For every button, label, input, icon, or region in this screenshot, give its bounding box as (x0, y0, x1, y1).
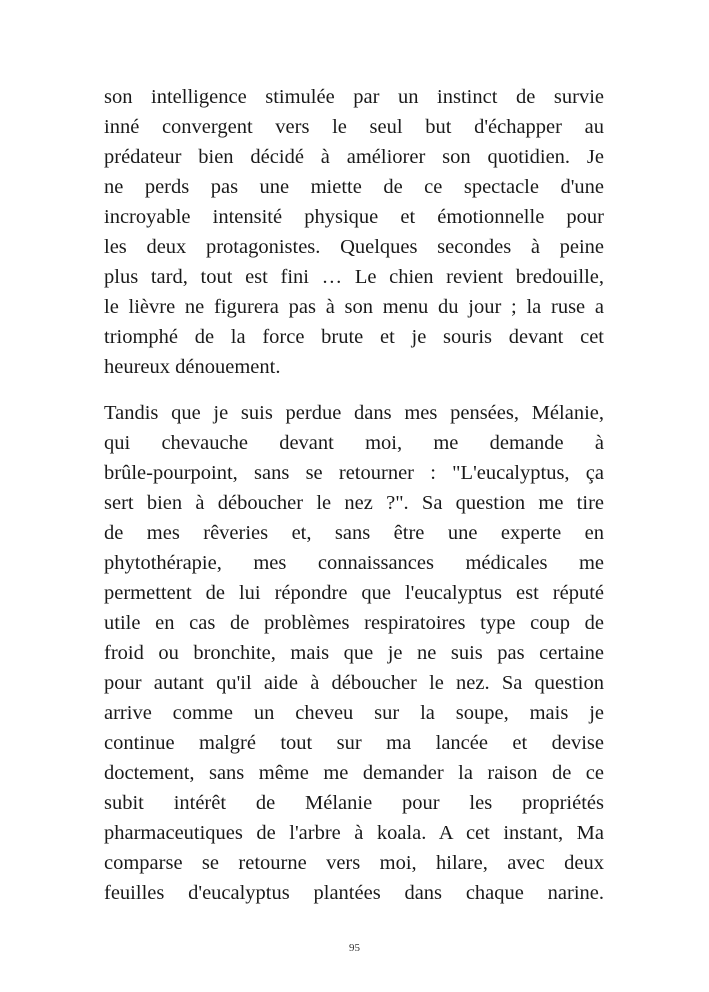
text-line: froid ou bronchite, mais que je ne suis pas certaine (104, 642, 604, 664)
text-line: continue malgré tout sur ma lancée et devise (104, 732, 604, 754)
page-body (104, 82, 604, 908)
text-line: pour autant qu'il aide à déboucher le nez. Sa question (104, 672, 604, 694)
text-line: phytothérapie, mes connaissances médicales me (104, 552, 604, 574)
text-line: permettent de lui répondre que l'eucalyptus est réputé (104, 582, 604, 604)
text-line: son intelligence stimulée par un instinct de survie (104, 86, 604, 108)
text-line: prédateur bien décidé à améliorer son quotidien. Je (104, 146, 604, 168)
text-line: subit intérêt de Mélanie pour les propriétés (104, 792, 604, 814)
text-line: utile en cas de problèmes respiratoires type coup de (104, 612, 604, 634)
text-line: arrive comme un cheveu sur la soupe, mais je (104, 702, 604, 724)
text-line: pharmaceutiques de l'arbre à koala. A cet instant, Ma (104, 822, 604, 844)
text-line: doctement, sans même me demander la raison de ce (104, 762, 604, 784)
text-line: les deux protagonistes. Quelques secondes à peine (104, 236, 604, 258)
text-line: incroyable intensité physique et émotionnelle pour (104, 206, 604, 228)
text-line: qui chevauche devant moi, me demande à (104, 432, 604, 454)
page-number: 95 (349, 942, 360, 954)
text-line: plus tard, tout est fini … Le chien revient bredouille, (104, 266, 604, 288)
text-line: comparse se retourne vers moi, hilare, avec deux (104, 852, 604, 874)
text-line: le lièvre ne figurera pas à son menu du jour ; la ruse a (104, 296, 604, 318)
paragraph-2 (104, 398, 604, 908)
paragraph-1 (104, 82, 604, 382)
text-line: brûle-pourpoint, sans se retourner : "L'eucalyptus, ça (104, 462, 604, 484)
text-line: ne perds pas une miette de ce spectacle d'une (104, 176, 604, 198)
text-line: de mes rêveries et, sans être une experte en (104, 522, 604, 544)
text-line: feuilles d'eucalyptus plantées dans chaque narine. (104, 882, 604, 904)
text-line: triomphé de la force brute et je souris devant cet (104, 326, 604, 348)
text-line: Tandis que je suis perdue dans mes pensées, Mélanie, (104, 402, 604, 424)
text-line: sert bien à déboucher le nez ?". Sa question me tire (104, 492, 604, 514)
text-line: heureux dénouement. (104, 356, 281, 378)
text-line: inné convergent vers le seul but d'échapper au (104, 116, 604, 138)
